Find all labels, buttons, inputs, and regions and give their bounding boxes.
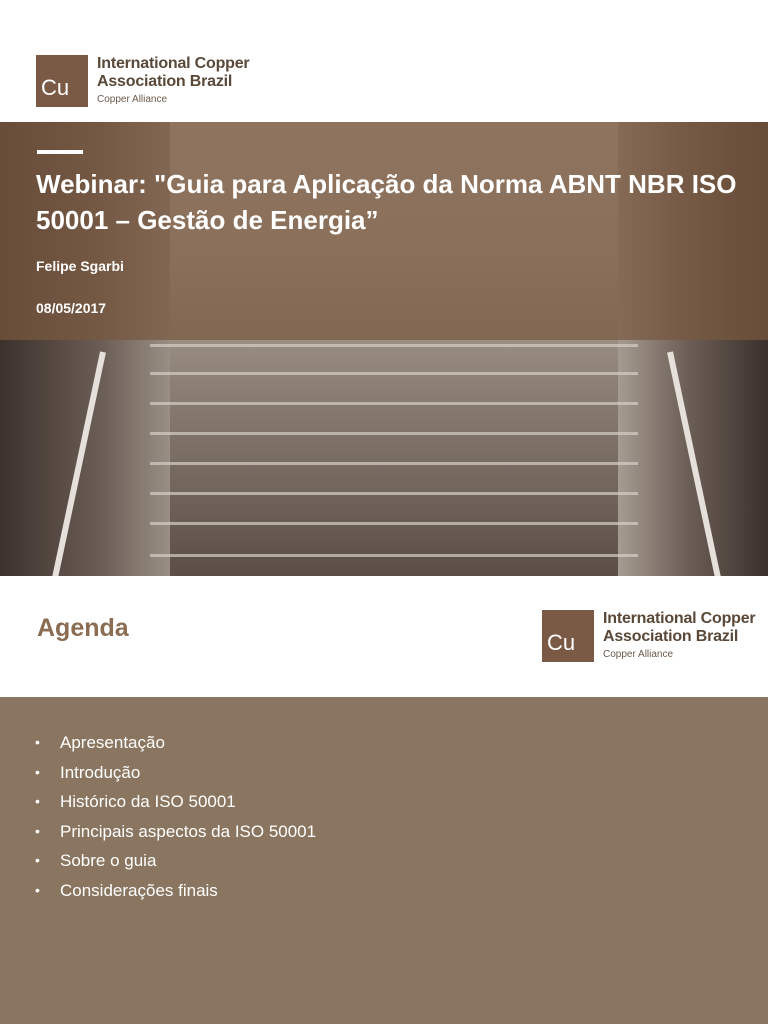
agenda-item: • Principais aspectos da ISO 50001: [35, 821, 317, 841]
agenda-item: • Sobre o guia: [35, 851, 157, 870]
agenda-title: Agenda: [37, 614, 129, 642]
presenter-name: Felipe Sgarbi: [36, 258, 124, 274]
webinar-title: Webinar: "Guia para Aplicação da Norma ABNT NBR ISO 50001 – Gestão de Energia”: [36, 169, 737, 235]
agenda-item: • Apresentação: [35, 733, 165, 752]
logo-line-2: Association Brazil: [97, 72, 233, 90]
agenda-item: • Introdução: [35, 762, 141, 782]
cu-logo-mark: Cu: [36, 55, 88, 107]
agenda-header: [0, 576, 768, 697]
logo-line-1: International Copper: [97, 55, 250, 72]
agenda-item: • Considerações finais: [35, 880, 218, 900]
logo-line-2: Association Brazil: [603, 627, 739, 645]
logo-line-3: Copper Alliance: [97, 94, 168, 106]
logo-line-3: Copper Alliance: [603, 649, 674, 661]
accent-dash: [37, 150, 83, 154]
agenda-list: [35, 728, 316, 905]
agenda-item: • Histórico da ISO 50001: [35, 792, 236, 811]
copper-alliance-logo: [542, 610, 755, 662]
copper-alliance-logo: [36, 55, 249, 107]
presentation-date: 08/05/2017: [36, 300, 107, 316]
logo-line-1: International Copper: [603, 610, 756, 627]
cu-logo-mark: Cu: [542, 610, 594, 662]
agenda-slide: [0, 576, 768, 1024]
